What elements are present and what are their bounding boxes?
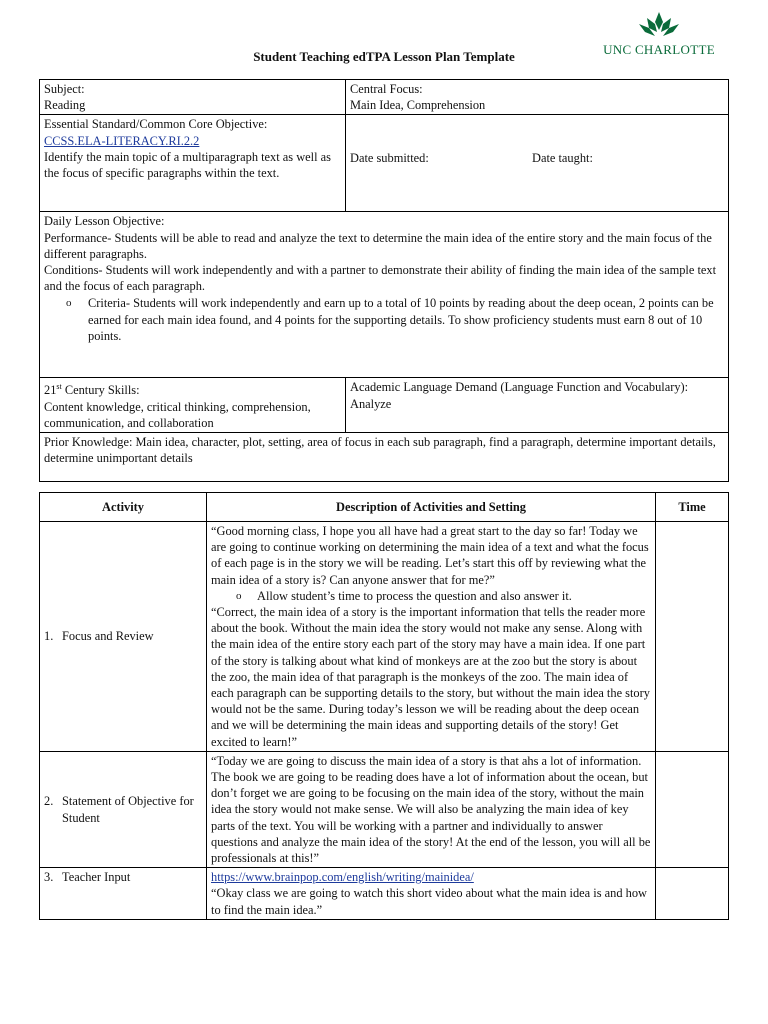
central-focus-label: Central Focus:	[350, 82, 423, 96]
activity-header: Activity	[40, 493, 207, 522]
standard-cell	[40, 115, 346, 212]
century-skills-superscript: st	[56, 382, 62, 392]
activity-description-cell	[207, 751, 656, 867]
activity-description-cell	[207, 522, 656, 752]
description-bullet: o Allow student’s time to process the question and also answer it.	[211, 588, 651, 604]
century-skills-label-text: Century Skills:	[64, 383, 140, 398]
subject-value: Reading	[44, 98, 86, 113]
date-taught-label: Date taught:	[532, 151, 593, 166]
description-header: Description of Activities and Setting	[207, 493, 656, 522]
crown-leaf-icon	[637, 10, 681, 40]
academic-language-cell	[346, 378, 729, 433]
prior-knowledge-cell	[40, 433, 729, 482]
objective-label: Daily Lesson Objective:	[44, 214, 165, 229]
activity-description-cell	[207, 868, 656, 920]
table-row	[40, 751, 729, 867]
conditions-text: Conditions- Students will work independently and with a partner to demonstrate their ability of finding the main idea of the sample text and the focus of each paragraph.	[44, 263, 717, 294]
standard-link[interactable]: CCSS.ELA-LITERACY.RI.2.2	[44, 133, 200, 148]
century-skills-value: Content knowledge, critical thinking, comprehension, communication, and collaboration	[44, 399, 311, 430]
academic-language-value: Analyze	[350, 396, 392, 411]
activities-table	[39, 492, 729, 920]
standard-text: Identify the main topic of a multiparagraph text as well as the focus of specific paragraphs within the text.	[44, 149, 331, 181]
activity-name-cell	[40, 751, 207, 867]
table-row	[40, 868, 729, 920]
activity-number: 3.	[44, 870, 54, 885]
daily-objective-cell	[40, 212, 729, 378]
performance-text: Performance- Students will be able to read and analyze the text to determine the main idea of the entire story and the main focus of the different paragraphs.	[44, 230, 712, 261]
criteria-bullet: o Criteria- Students will work independently and earn up to a total of 10 points by reading about the deep ocean, 2 points can be earned for each main idea found, and 4 points for the supporting details. To show proficiency students must earn 8 out of 10 points.	[44, 295, 724, 344]
century-skills-number: 21	[44, 383, 57, 398]
description-text: “Today we are going to discuss the main idea of a story is that ahs a lot of information. The book we are going to be reading does have a lot of information about the ocean, but don’t forget we are going to be focusing on the main idea of the story, without the main idea the story would not make sense. We will also be analyzing the main idea of key parts of the text. You will be working with a partner and individually to answer questions and analyze the main idea of the story! At the end of the lesson, you will all be professionals at this!”	[211, 753, 651, 866]
lesson-info-table	[39, 79, 729, 482]
date-submitted-label: Date submitted:	[350, 151, 429, 166]
description-text: “Correct, the main idea of a story is the important information that tells the reader more about the book. Without the main idea the story would not make any sense. Along with the main idea of the entire story each part of the story may have a main idea. If one part of the story is talking about what kind of monkeys are at the zoo but the story is about the zoo, the main idea of that paragraph is the monkeys of the zoo. The main idea of each paragraph can be supporting details to the story, but without the main idea the story would not be the same. During today’s lesson we will be reading about the deep ocean and we will be determining the main ideas and supporting details of the story! Get excited to learn!”	[211, 605, 650, 749]
time-cell	[656, 868, 729, 920]
logo-text: UNC CHARLOTTE	[603, 42, 715, 57]
activity-number: 1.	[44, 629, 54, 644]
document-title: Student Teaching edTPA Lesson Plan Template	[253, 49, 515, 64]
time-cell	[656, 751, 729, 867]
activity-name-cell	[40, 522, 207, 752]
activity-name: Teacher Input	[62, 870, 131, 885]
century-skills-cell	[40, 378, 346, 433]
standard-label: Essential Standard/Common Core Objective:	[44, 117, 268, 132]
time-header: Time	[656, 493, 729, 522]
subject-cell	[40, 80, 346, 115]
brainpop-link[interactable]: https://www.brainpop.com/english/writing/mainidea/	[211, 870, 474, 885]
activity-name-cell	[40, 868, 207, 920]
table-row	[40, 522, 729, 752]
central-focus-value: Main Idea, Comprehension	[350, 98, 486, 113]
prior-knowledge-text: Prior Knowledge: Main idea, character, plot, setting, area of focus in each sub paragraph, find a paragraph, determine important details, determine unimportant details	[44, 435, 716, 466]
dates-cell	[346, 115, 729, 212]
activity-name: Focus and Review	[62, 629, 154, 644]
description-text: “Good morning class, I hope you all have had a great start to the day so far! Today we are going to continue working on determining the main idea of a text and what the focus of each page is in the story we will be reading. Let’s start this off by reviewing what the main idea of a story is? Can anyone answer that for me?”	[211, 524, 649, 587]
central-focus-cell	[346, 80, 729, 115]
academic-language-label: Academic Language Demand (Language Function and Vocabulary):	[350, 380, 689, 395]
description-text: “Okay class we are going to watch this short video about what the main idea is and how to find the main idea.”	[211, 886, 647, 917]
activity-name: Statement of Objective for Student	[62, 794, 194, 825]
subject-label: Subject:	[44, 82, 85, 96]
century-skills-label	[44, 379, 341, 398]
activity-number: 2.	[44, 794, 54, 809]
time-cell	[656, 522, 729, 752]
